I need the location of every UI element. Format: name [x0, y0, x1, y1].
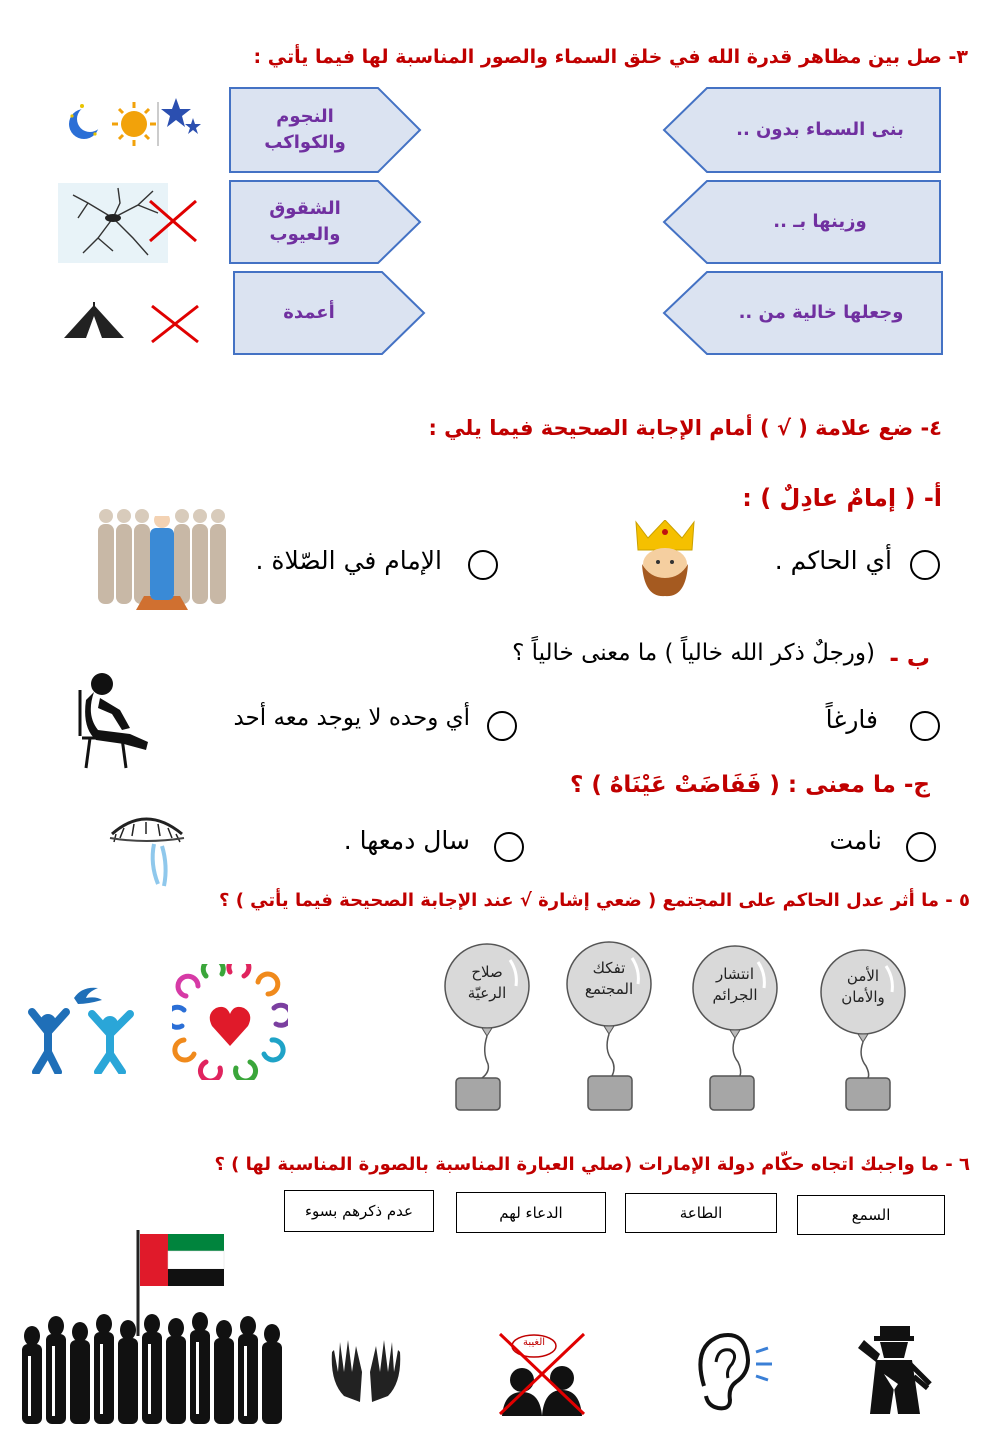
- heart-unity-circle-icon[interactable]: [172, 964, 288, 1080]
- imam-prayer-icon[interactable]: [96, 506, 228, 616]
- q3-right-item-3-label: أعمدة: [283, 301, 335, 323]
- q3-right-item-3[interactable]: [232, 270, 426, 356]
- q4c-option1-radio[interactable]: [906, 832, 936, 862]
- q5-heading: ٥ - ما أثر عدل الحاكم على المجتمع ( ضعي إشارة √ عند الإجابة الصحيحة فيما يأتي ) ؟: [218, 890, 970, 911]
- q4b-question-text: (ورجلٌ ذكر الله خالياً ) ما معنى خالياً ؟: [512, 640, 875, 666]
- red-x-icon: [148, 302, 202, 346]
- q4c-option1-label: نامت: [829, 826, 882, 855]
- q3-right-item-2[interactable]: [228, 179, 422, 265]
- q4a-option1-label: أي الحاكم .: [774, 546, 892, 575]
- saluting-soldier-icon[interactable]: [854, 1324, 934, 1416]
- q4c-option2-radio[interactable]: [494, 832, 524, 862]
- q3-left-item-1-label: بنى السماء بدون ..: [736, 118, 904, 140]
- gossip-crossed-icon[interactable]: [496, 1330, 588, 1416]
- q3-heading: ٣- صل بين مظاهر قدرة الله في خلق السماء والصور المناسبة لها فيما يأتي :: [253, 46, 968, 68]
- q6-box-obedience[interactable]: الطاعة: [625, 1193, 777, 1233]
- q5-balloon-4[interactable]: [432, 942, 542, 1114]
- q6-heading: ٦ - ما واجبك اتجاه حكّام دولة الإمارات (صلي العبارة المناسبة بالصورة المناسبة لها ) ؟: [214, 1154, 970, 1175]
- cracked-surface-icon[interactable]: [58, 183, 200, 263]
- tent-icon[interactable]: [62, 302, 126, 342]
- q5-balloon-3[interactable]: [554, 940, 664, 1114]
- people-dove-icon[interactable]: [26, 982, 142, 1074]
- q4a-question: أ- ( إمامٌ عادِلٌ ) :: [742, 484, 942, 512]
- q4b-option1-label: فارغاً: [825, 705, 878, 734]
- q4b-question-prefix: ب -: [889, 646, 930, 672]
- q4c-option2-label: سال دمعها .: [343, 826, 470, 855]
- person-sitting-alone-icon[interactable]: [76, 670, 158, 770]
- q3-left-item-3[interactable]: [662, 270, 944, 356]
- q5-balloon-2-label: انتشار الجرائم: [712, 965, 758, 1004]
- praying-hands-icon[interactable]: [326, 1332, 406, 1406]
- crying-eye-icon[interactable]: [106, 804, 186, 888]
- q3-left-item-2[interactable]: [662, 179, 942, 265]
- q3-right-item-1-label: النجوم والكواكب: [264, 105, 346, 153]
- q4-heading: ٤- ضع علامة ( √ ) أمام الإجابة الصحيحة فيما يلي :: [428, 416, 942, 440]
- q4a-option2-label: الإمام في الصّلاة .: [255, 546, 442, 575]
- q5-balloon-1[interactable]: [808, 948, 918, 1114]
- ear-listening-icon[interactable]: [684, 1326, 774, 1412]
- q5-balloon-3-label: تفكك المجتمع: [584, 959, 634, 998]
- q5-balloon-2[interactable]: [680, 944, 790, 1114]
- q6-box-prayer[interactable]: الدعاء لهم: [456, 1192, 606, 1233]
- gossip-stamp-label: الغيبة: [522, 1337, 546, 1348]
- q3-left-item-2-label: وزينها بـ ..: [773, 210, 867, 232]
- q4b-option2-label: أي وحده لا يوجد معه أحد: [233, 705, 470, 731]
- q3-left-item-3-label: وجعلها خالية من ..: [738, 301, 904, 323]
- q4b-option1-radio[interactable]: [910, 711, 940, 741]
- q3-left-item-1[interactable]: [662, 86, 942, 174]
- q6-box-no-badmouthing[interactable]: عدم ذكرهم بسوء: [284, 1190, 434, 1232]
- q4b-option2-radio[interactable]: [487, 711, 517, 741]
- q6-box-listening[interactable]: السمع: [797, 1195, 945, 1235]
- moon-sun-stars-icon[interactable]: [62, 94, 204, 148]
- q5-balloon-4-label: صلاح الرعيّة: [467, 963, 507, 1002]
- q3-right-item-2-label: الشقوق والعيوب: [269, 197, 341, 245]
- q4a-option1-radio[interactable]: [910, 550, 940, 580]
- king-face-icon[interactable]: [630, 520, 700, 598]
- q4a-option2-radio[interactable]: [468, 550, 498, 580]
- q3-right-item-1[interactable]: [228, 86, 422, 174]
- uae-flag-crowd-icon[interactable]: [18, 1226, 288, 1428]
- q4c-question: ج- ما معنى : ( فَفَاضَتْ عَيْنَاهُ ) ؟: [569, 772, 930, 798]
- q5-balloon-1-label: الأمن والأمان: [841, 967, 885, 1006]
